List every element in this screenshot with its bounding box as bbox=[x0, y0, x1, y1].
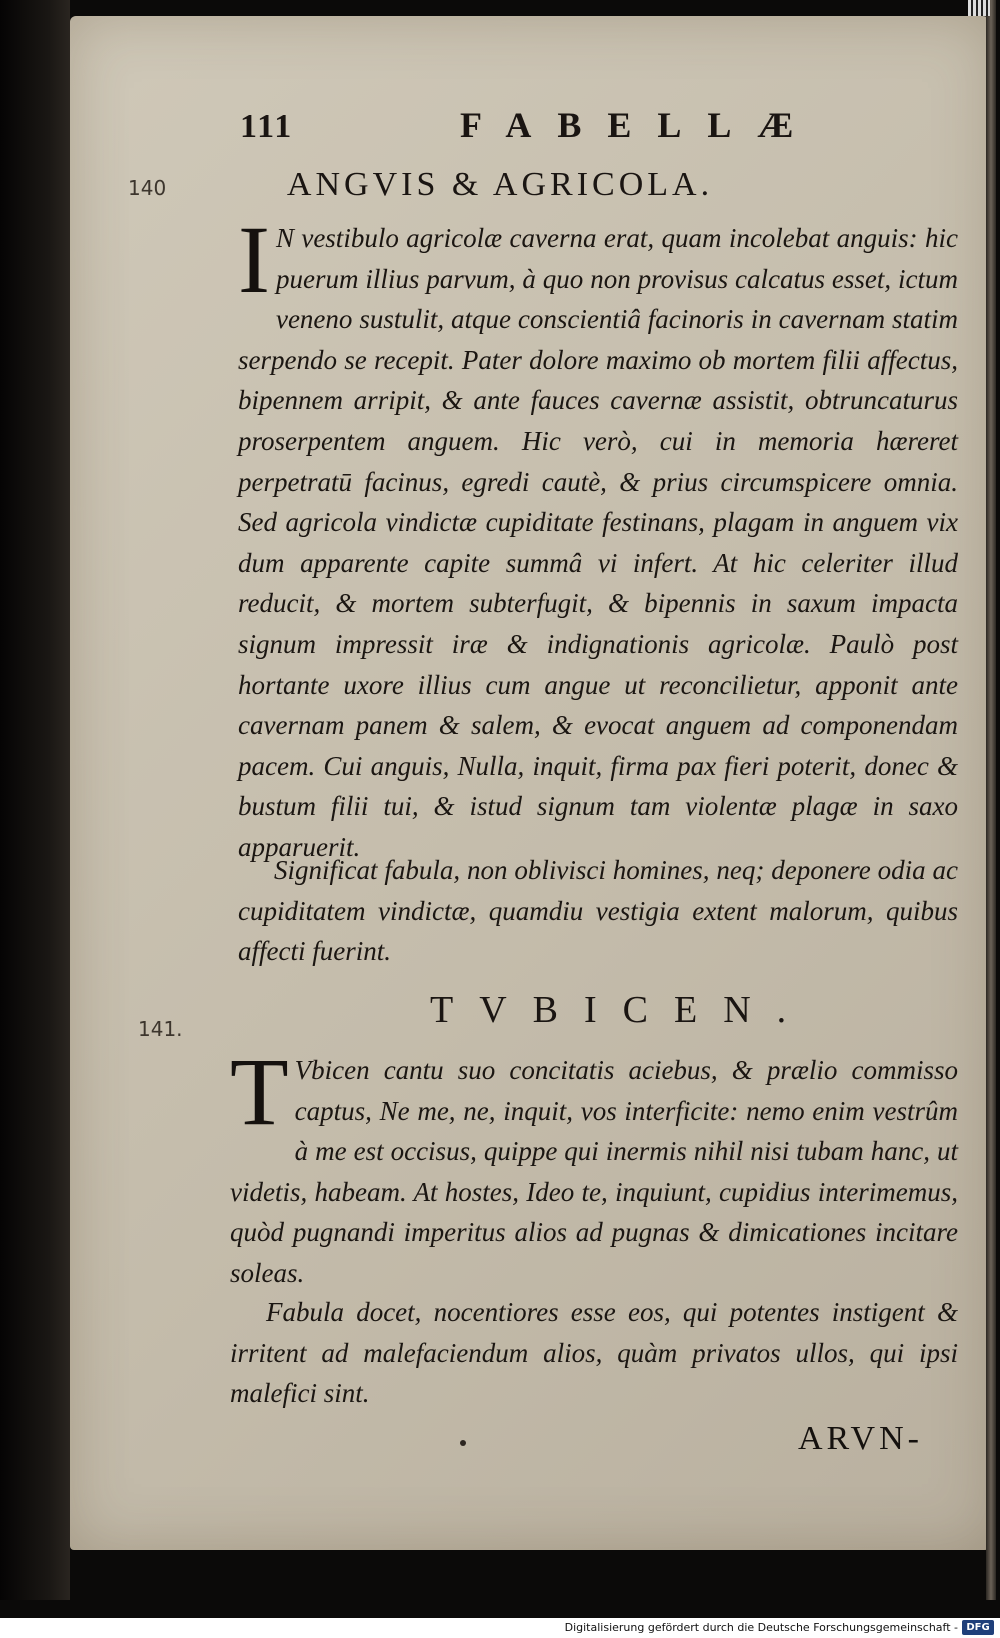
fable1-body-text: N vestibulo agricolæ caverna erat, quam incolebat anguis: hic puerum illius parvum, à quo non provisus calcatus esset, ictum veneno sustulit, atque conscientiâ facinoris in cavernam statim serpendo se recepit. Pater dolore maximo ob mortem filii affectus, bipennem arripit, & ante fauces cavernæ assistit, obtruncaturus proserpentem anguem. Hic verò, cui in memoria hæreret perpetratū facinus, egredi cautè, & prius circumspicere omnia. Sed agricola vindictæ cupiditate festinans, plagam in anguem vix dum apparente capite summâ vi infert. At hic celeriter illud reducit, & mortem subterfugit, & bipennis in saxum impacta signum impressit iræ & indignationis agricolæ. Paulò post hortante uxore illius cum angue ut reconcilietur, apponit ante cavernam panem & salem, & evocat anguem ad componendam pacem. Cui anguis, Nulla, inquit, firma pax fieri poterit, donec & bustum filii tui, & istud signum tam violentæ plagæ in saxo apparuerit. bbox=[238, 223, 958, 862]
fable2-body bbox=[230, 1038, 958, 1294]
running-title: FABELLÆ bbox=[460, 105, 820, 145]
fable2-title: TVBICEN. bbox=[430, 989, 813, 1031]
book-spine-shadow bbox=[0, 0, 70, 1600]
fable1-moral: Significat fabula, non oblivisci homines, neq; deponere odia ac cupiditatem vindictæ, quamdiu vestigia extent malorum, quibus affecti fuerint. bbox=[238, 855, 958, 967]
dfg-logo: DFG bbox=[962, 1620, 994, 1635]
margin-note-140: 140 bbox=[128, 176, 167, 200]
fable2-body-text: Vbicen cantu suo concitatis aciebus, & prælio commisso captus, Ne me, ne, inquit, vos interficite: nemo enim vestrûm à me est occisus, quippe qui inermis nihil nisi tubam hanc, ut videtis, habeam. At hostes, Ideo te, inquiunt, cupidius interimemus, quòd pugnandi imperitus alios ad pugnas & dimicationes incitare soleas. bbox=[230, 1055, 958, 1288]
scan-color-bar bbox=[968, 0, 990, 16]
fable1-drop-cap: I bbox=[238, 206, 270, 313]
footer-credit: Digitalisierung gefördert durch die Deutsche Forschungsgemeinschaft - bbox=[564, 1621, 958, 1634]
fable2-drop-cap: T bbox=[230, 1038, 289, 1145]
fable1-body bbox=[238, 206, 958, 868]
fable2-moral: Fabula docet, nocentiores esse eos, qui potentes instigent & irritent ad malefaciendum alios, quàm privatos ullos, qui ipsi malefici sint. bbox=[230, 1297, 958, 1409]
page-edge bbox=[986, 0, 996, 1600]
margin-note-141: 141. bbox=[138, 1017, 183, 1041]
catchword: ARVN- bbox=[798, 1420, 923, 1457]
ink-spot bbox=[460, 1440, 466, 1446]
page-number: 111 bbox=[240, 108, 294, 145]
fable1-title: ANGVIS & AGRICOLA. bbox=[286, 166, 714, 203]
digitization-footer bbox=[0, 1618, 1000, 1638]
